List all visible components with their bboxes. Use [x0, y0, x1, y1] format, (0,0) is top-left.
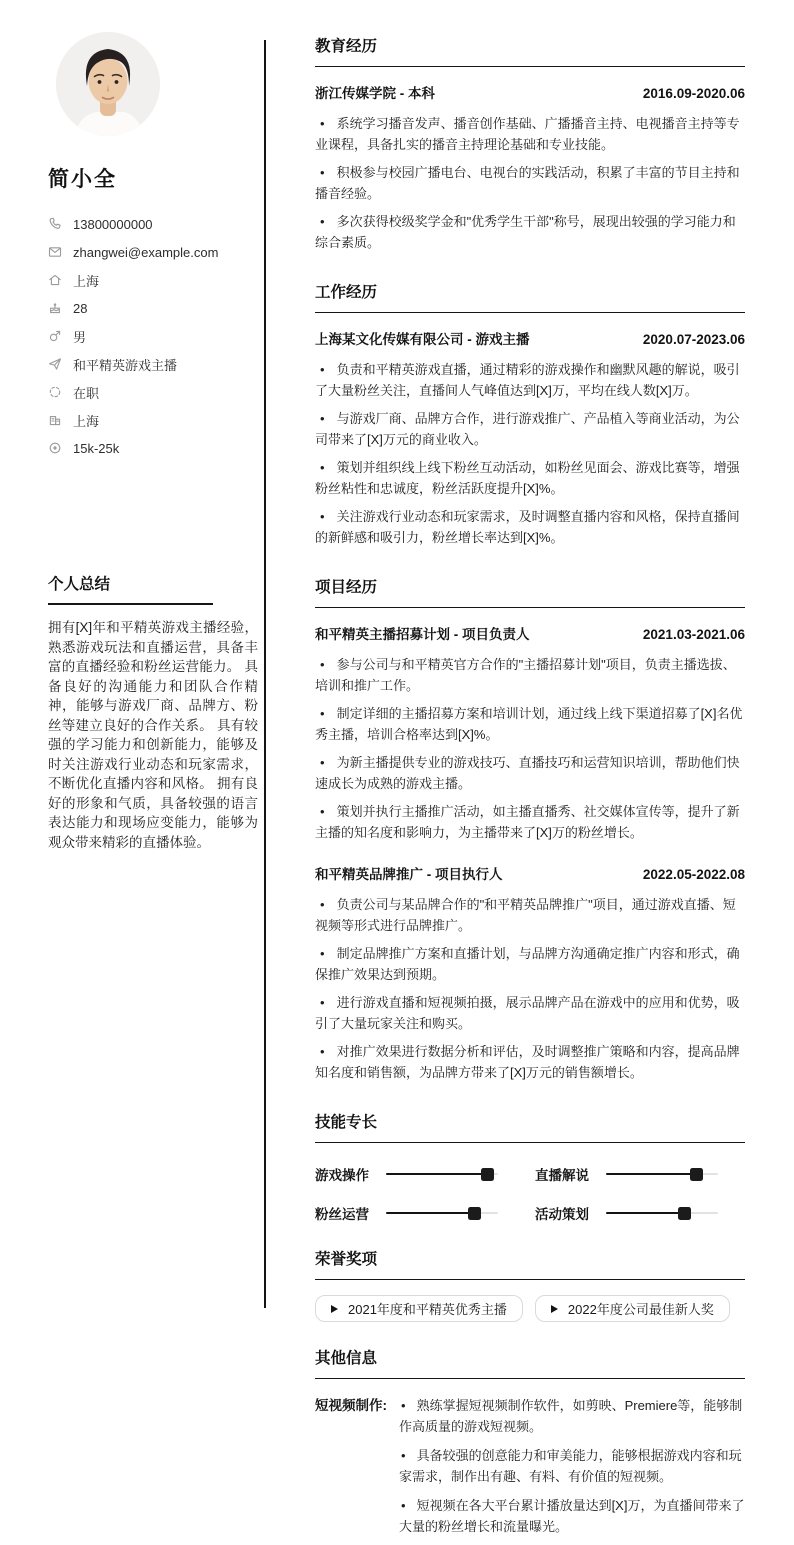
education-entry [315, 82, 745, 253]
bullet-item: • 短视频在各大平台累计播放量达到[X]万，为直播间带来了大量的粉丝增长和流量曝光。 [399, 1495, 745, 1537]
slider-fill [386, 1173, 487, 1176]
bullet-item: • 制定品牌推广方案和直播计划，与品牌方沟通确定推广内容和形式，确保推广效果达到预期。 [315, 943, 745, 985]
bullet-item: • 多次获得校级奖学金和"优秀学生干部"称号，展现出较强的学习能力和综合素质。 [315, 211, 745, 253]
slider-fill [606, 1173, 696, 1176]
skill-slider [386, 1167, 498, 1181]
contact-job-intention [48, 350, 258, 378]
contact-work-city-value: 上海 [73, 413, 100, 429]
building-icon [48, 413, 62, 427]
slider-fill [606, 1212, 684, 1215]
bullet-item: • 负责和平精英游戏直播，通过精彩的游戏操作和幽默风趣的解说，吸引了大量粉丝关注，直播间人气峰值达到[X]万，平均在线人数[X]万。 [315, 359, 745, 401]
avatar [56, 32, 160, 136]
entry-heading: 浙江传媒学院 - 本科 [315, 86, 435, 101]
entry-head [315, 863, 745, 883]
entry-date: 2016.09-2020.06 [642, 86, 745, 101]
candidate-name: 简小全 [48, 168, 117, 191]
summary-title: 个人总结 [48, 572, 213, 605]
bullet-item: • 为新主播提供专业的游戏技巧、直播技巧和运营知识培训，帮助他们快速成长为成熟的游戏主播。 [315, 752, 745, 794]
skill-game-operation [315, 1164, 498, 1184]
salary-icon [48, 441, 62, 455]
bullet-item: • 制定详细的主播招募方案和培训计划，通过线上线下渠道招募了[X]名优秀主播，培训合格率达到[X]%。 [315, 703, 745, 745]
section-honors [315, 1247, 745, 1322]
status-icon [48, 385, 62, 399]
contact-phone [48, 210, 258, 238]
other-info-row [315, 1395, 745, 1545]
bullet-item: • 熟练掌握短视频制作软件，如剪映、Premiere等，能够制作高质量的游戏短视频。 [399, 1395, 745, 1437]
skill-live-commentary [535, 1164, 718, 1184]
gender-icon [48, 329, 62, 343]
bullet-item: • 负责公司与某品牌合作的"和平精英品牌推广"项目，通过游戏直播、短视频等形式进行品牌推广。 [315, 894, 745, 936]
play-icon [331, 1305, 338, 1313]
skill-label: 游戏操作 [315, 1168, 369, 1183]
section-title-education: 教育经历 [315, 34, 745, 67]
work-entry [315, 328, 745, 548]
project-entry-2 [315, 863, 745, 1083]
bullet-item: • 策划并执行主播推广活动，如主播直播秀、社交媒体宣传等，提升了新主播的知名度和影响力，为主播带来了[X]万的粉丝增长。 [315, 801, 745, 843]
portrait-illustration [56, 32, 160, 136]
slider-fill [386, 1212, 474, 1215]
contact-email [48, 238, 258, 266]
contact-salary-value: 15k-25k [73, 440, 120, 456]
bullet-list [315, 654, 745, 843]
phone-icon [48, 217, 62, 231]
contact-job-intention-value: 和平精英游戏主播 [73, 357, 178, 373]
play-icon [551, 1305, 558, 1313]
skill-slider [606, 1206, 718, 1220]
bullet-item: • 关注游戏行业动态和玩家需求，及时调整直播内容和风格，保持直播间的新鲜感和吸引力，粉丝增长率达到[X]%。 [315, 506, 745, 548]
cake-icon [48, 301, 62, 315]
bullet-item: • 积极参与校园广播电台、电视台的实践活动，积累了丰富的节目主持和播音经验。 [315, 162, 745, 204]
section-title-honors: 荣誉奖项 [315, 1247, 745, 1280]
skills-grid [315, 1164, 745, 1223]
project-entry-1 [315, 623, 745, 843]
contact-list [48, 210, 258, 462]
bullet-item: • 对推广效果进行数据分析和评估，及时调整推广策略和内容，提高品牌知名度和销售额，为品牌方带来了[X]万元的销售额增长。 [315, 1041, 745, 1083]
entry-head [315, 82, 745, 102]
contact-work-city [48, 406, 258, 434]
contact-phone-value: 13800000000 [73, 216, 153, 232]
honor-badge-label: 2022年度公司最佳新人奖 [567, 1302, 714, 1317]
bullet-item: • 参与公司与和平精英官方合作的"主播招募计划"项目，负责主播选拔、培训和推广工作。 [315, 654, 745, 696]
entry-heading: 和平精英主播招募计划 - 项目负责人 [315, 627, 530, 642]
bullet-item: • 策划并组织线上线下粉丝互动活动，如粉丝见面会、游戏比赛等，增强粉丝粘性和忠诚度，粉丝活跃度提升[X]%。 [315, 457, 745, 499]
contact-email-value: zhangwei@example.com [73, 244, 219, 260]
entry-head [315, 328, 745, 348]
bullet-list [399, 1395, 745, 1545]
other-info-label: 短视频制作: [315, 1398, 387, 1413]
home-icon [48, 273, 62, 287]
entry-heading: 上海某文化传媒有限公司 - 游戏主播 [315, 332, 530, 347]
honor-badge [535, 1295, 730, 1322]
skill-label: 粉丝运营 [315, 1207, 369, 1222]
entry-date: 2021.03-2021.06 [642, 627, 745, 642]
section-title-skills: 技能专长 [315, 1110, 745, 1143]
skill-label: 直播解说 [535, 1168, 589, 1183]
summary-text: 拥有[X]年和平精英游戏主播经验，熟悉游戏玩法和直播运营，具备丰富的直播经验和粉丝运营能力。 具备良好的沟通能力和团队合作精神，能够与游戏厂商、品牌方、粉丝等建立良好的合作关系。 具有较强的学习能力和创新能力，能够及时关注游戏行业动态和玩家需求，不断优化直播内容和风格。 拥有良好的形象和气质，具备较强的语言表达能力和现场应变能力，能够为观众带来精彩的直播体验。 [48, 620, 258, 850]
contact-gender-value: 男 [73, 329, 87, 345]
section-education [315, 34, 745, 253]
contact-salary [48, 434, 258, 462]
section-work [315, 280, 745, 548]
contact-gender [48, 322, 258, 350]
mail-icon [48, 245, 62, 259]
entry-date: 2022.05-2022.08 [642, 867, 745, 882]
main-content [266, 0, 794, 1534]
skill-slider [386, 1206, 498, 1220]
skill-fan-operation [315, 1203, 498, 1223]
entry-heading: 和平精英品牌推广 - 项目执行人 [315, 867, 503, 882]
entry-head [315, 623, 745, 643]
bullet-item: • 具备较强的创意能力和审美能力，能够根据游戏内容和玩家需求，制作出有趣、有料、有价值的短视频。 [399, 1445, 745, 1487]
section-projects [315, 575, 745, 1083]
contact-status [48, 378, 258, 406]
section-skills [315, 1110, 745, 1223]
slider-handle[interactable] [678, 1207, 691, 1220]
slider-handle[interactable] [468, 1207, 481, 1220]
skill-event-planning [535, 1203, 718, 1223]
contact-age [48, 294, 258, 322]
bullet-list [315, 894, 745, 1083]
section-title-work: 工作经历 [315, 280, 745, 313]
personal-summary [48, 572, 258, 852]
contact-location-value: 上海 [73, 273, 100, 289]
bullet-item: • 进行游戏直播和短视频拍摄，展示品牌产品在游戏中的应用和优势，吸引了大量玩家关注和购买。 [315, 992, 745, 1034]
bullet-list [315, 359, 745, 548]
contact-status-value: 在职 [73, 385, 100, 401]
honor-badge-label: 2021年度和平精英优秀主播 [348, 1302, 507, 1317]
contact-location [48, 266, 258, 294]
section-title-other: 其他信息 [315, 1346, 745, 1379]
bullet-item: • 与游戏厂商、品牌方合作，进行游戏推广、产品植入等商业活动，为公司带来了[X]万元的商业收入。 [315, 408, 745, 450]
slider-handle[interactable] [481, 1168, 494, 1181]
section-title-projects: 项目经历 [315, 575, 745, 608]
slider-handle[interactable] [690, 1168, 703, 1181]
paper-plane-icon [48, 357, 62, 371]
skill-label: 活动策划 [535, 1207, 589, 1222]
honor-badge [315, 1295, 523, 1322]
contact-age-value: 28 [73, 300, 88, 316]
sidebar [0, 0, 264, 1366]
bullet-list [315, 113, 745, 253]
honor-badges [315, 1295, 745, 1322]
skill-slider [606, 1167, 718, 1181]
section-other [315, 1346, 745, 1545]
entry-date: 2020.07-2023.06 [642, 332, 745, 347]
bullet-item: • 系统学习播音发声、播音创作基础、广播播音主持、电视播音主持等专业课程，具备扎实的播音主持理论基础和专业技能。 [315, 113, 745, 155]
